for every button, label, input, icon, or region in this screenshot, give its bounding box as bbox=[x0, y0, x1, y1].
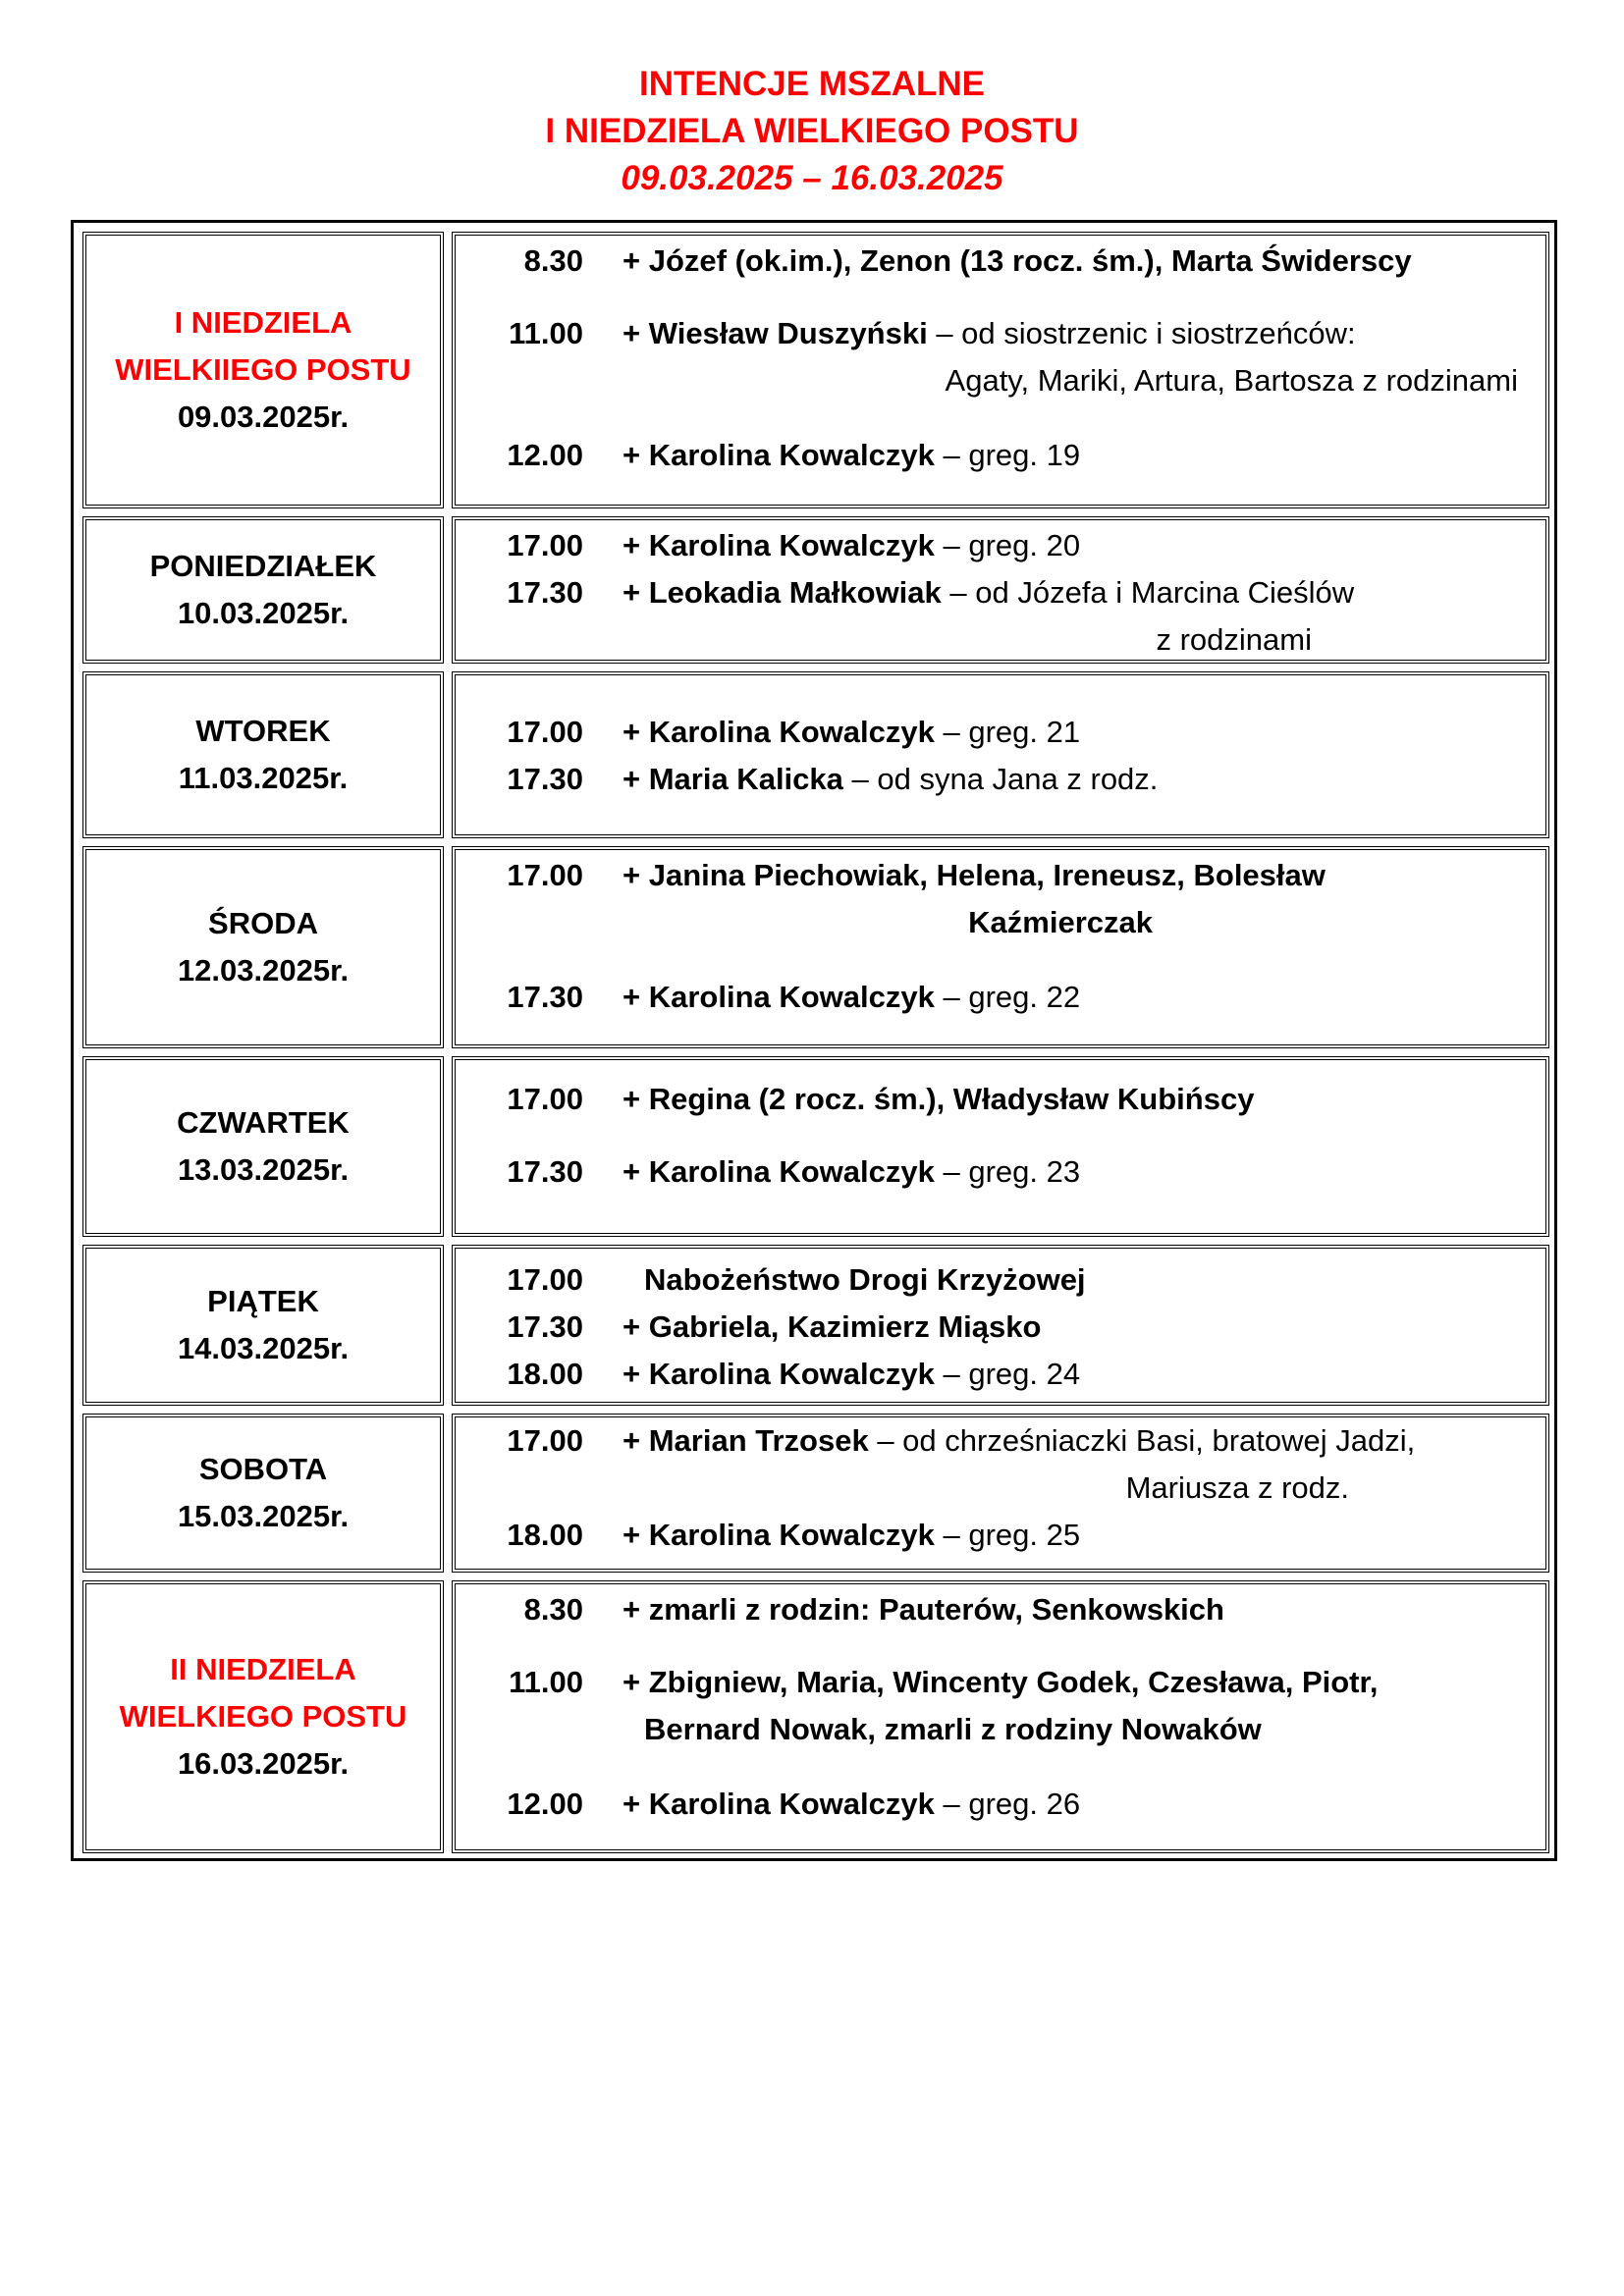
day-name: CZWARTEK bbox=[177, 1105, 350, 1140]
mass-intention: + Leokadia Małkowiak bbox=[623, 575, 942, 610]
mass-time: 8.30 bbox=[523, 243, 583, 278]
day-date: 10.03.2025r. bbox=[177, 596, 350, 630]
masses-cell-tuesday bbox=[452, 671, 1549, 838]
day-name: I NIEDZIELA bbox=[174, 305, 352, 340]
day-cell-tuesday bbox=[82, 671, 444, 838]
mass-note: – greg. 25 bbox=[934, 1518, 1081, 1552]
day-cell-saturday bbox=[82, 1414, 444, 1573]
day-name: WTOREK bbox=[195, 714, 331, 748]
day-date: 16.03.2025r. bbox=[177, 1746, 350, 1781]
mass-note: – greg. 24 bbox=[934, 1357, 1081, 1391]
mass-intention: + Zbigniew, Maria, Wincenty Godek, Czesława, Piotr, bbox=[623, 1665, 1379, 1699]
masses-cell-monday bbox=[452, 516, 1549, 664]
day-date: 09.03.2025r. bbox=[177, 400, 350, 434]
mass-intention: + zmarli z rodzin: Pauterów, Senkowskich bbox=[623, 1592, 1224, 1627]
day-name-line2: WIELKIEGO POSTU bbox=[119, 1699, 407, 1734]
mass-note: – greg. 23 bbox=[934, 1154, 1081, 1189]
mass-time: 17.30 bbox=[507, 1154, 583, 1189]
mass-time: 17.30 bbox=[507, 762, 583, 796]
mass-time: 17.00 bbox=[507, 715, 583, 749]
mass-time: 12.00 bbox=[507, 1787, 583, 1821]
mass-note: – greg. 20 bbox=[934, 528, 1081, 562]
mass-note: – od syna Jana z rodz. bbox=[842, 762, 1159, 796]
mass-time: 17.00 bbox=[507, 1423, 583, 1458]
day-name: SOBOTA bbox=[198, 1452, 328, 1486]
day-date: 15.03.2025r. bbox=[177, 1499, 350, 1533]
mass-time: 17.00 bbox=[507, 858, 583, 892]
mass-note: – greg. 26 bbox=[934, 1787, 1081, 1821]
mass-intention: + Karolina Kowalczyk bbox=[623, 1518, 935, 1552]
mass-note: – od siostrzenic i siostrzeńców: bbox=[927, 316, 1356, 350]
mass-note: – greg. 21 bbox=[934, 715, 1081, 749]
mass-note-continued: z rodzinami bbox=[1156, 622, 1312, 657]
mass-intention: + Marian Trzosek bbox=[623, 1423, 869, 1458]
day-cell-wednesday bbox=[82, 846, 444, 1048]
mass-note: – od Józefa i Marcina Cieślów bbox=[941, 575, 1355, 610]
mass-time: 17.30 bbox=[507, 1309, 583, 1344]
masses-cell-sunday-2 bbox=[452, 1580, 1549, 1853]
mass-intention: + Karolina Kowalczyk bbox=[623, 1154, 935, 1189]
mass-intention: + Karolina Kowalczyk bbox=[623, 1787, 935, 1821]
mass-note-continued: Agaty, Mariki, Artura, Bartosza z rodzinami bbox=[945, 363, 1518, 398]
day-cell-sunday-1 bbox=[82, 232, 444, 508]
day-date: 12.03.2025r. bbox=[177, 953, 350, 988]
mass-intention: + Janina Piechowiak, Helena, Ireneusz, Bolesław bbox=[623, 858, 1326, 892]
mass-time: 8.30 bbox=[523, 1592, 583, 1627]
masses-cell-saturday bbox=[452, 1414, 1549, 1573]
mass-intention-continued: Bernard Nowak, zmarli z rodziny Nowaków bbox=[644, 1712, 1262, 1746]
day-name: PONIEDZIAŁEK bbox=[149, 549, 377, 583]
mass-intention: + Wiesław Duszyński bbox=[623, 316, 928, 350]
day-name: PIĄTEK bbox=[207, 1284, 319, 1318]
page-header bbox=[0, 61, 1624, 202]
service-name: Nabożeństwo Drogi Krzyżowej bbox=[644, 1262, 1086, 1297]
mass-intention: + Gabriela, Kazimierz Miąsko bbox=[623, 1309, 1042, 1344]
mass-intention: + Józef (ok.im.), Zenon (13 rocz. śm.), Marta Świderscy bbox=[623, 243, 1412, 278]
page-subtitle: I NIEDZIELA WIELKIEGO POSTU bbox=[545, 112, 1079, 150]
mass-note-continued: Mariusza z rodz. bbox=[1125, 1470, 1349, 1505]
masses-cell-thursday bbox=[452, 1056, 1549, 1237]
mass-time: 17.00 bbox=[507, 528, 583, 562]
day-cell-sunday-2 bbox=[82, 1580, 444, 1853]
page-title: INTENCJE MSZALNE bbox=[639, 65, 985, 103]
masses-cell-friday bbox=[452, 1245, 1549, 1406]
mass-note: – greg. 19 bbox=[934, 438, 1081, 472]
mass-note: – od chrześniaczki Basi, bratowej Jadzi, bbox=[868, 1423, 1416, 1458]
day-cell-friday bbox=[82, 1245, 444, 1406]
day-cell-monday bbox=[82, 516, 444, 664]
day-date: 13.03.2025r. bbox=[177, 1152, 350, 1187]
masses-cell-wednesday bbox=[452, 846, 1549, 1048]
mass-intention: + Maria Kalicka bbox=[623, 762, 843, 796]
day-cell-thursday bbox=[82, 1056, 444, 1237]
day-name: ŚRODA bbox=[208, 906, 318, 940]
mass-intention: + Karolina Kowalczyk bbox=[623, 980, 935, 1014]
mass-intention: + Karolina Kowalczyk bbox=[623, 528, 935, 562]
mass-intention: + Karolina Kowalczyk bbox=[623, 1357, 935, 1391]
mass-intention: + Regina (2 rocz. śm.), Władysław Kubińscy bbox=[623, 1082, 1255, 1116]
day-date: 11.03.2025r. bbox=[178, 761, 349, 795]
mass-time: 18.00 bbox=[507, 1518, 583, 1552]
mass-note: – greg. 22 bbox=[934, 980, 1081, 1014]
mass-intention-continued: Kaźmierczak bbox=[968, 905, 1153, 939]
mass-intention: + Karolina Kowalczyk bbox=[623, 438, 935, 472]
mass-time: 12.00 bbox=[507, 438, 583, 472]
mass-time: 11.00 bbox=[509, 316, 583, 350]
day-name: II NIEDZIELA bbox=[170, 1652, 356, 1686]
mass-time: 17.00 bbox=[507, 1082, 583, 1116]
day-date: 14.03.2025r. bbox=[177, 1331, 350, 1365]
mass-time: 17.00 bbox=[507, 1262, 583, 1297]
mass-time: 18.00 bbox=[507, 1357, 583, 1391]
mass-time: 17.30 bbox=[507, 575, 583, 610]
date-range: 09.03.2025 – 16.03.2025 bbox=[621, 159, 1003, 197]
masses-cell-sunday-1 bbox=[452, 232, 1549, 508]
mass-time: 17.30 bbox=[507, 980, 583, 1014]
day-name-line2: WIELKIIEGO POSTU bbox=[115, 352, 411, 387]
mass-time: 11.00 bbox=[509, 1665, 583, 1699]
mass-intention: + Karolina Kowalczyk bbox=[623, 715, 935, 749]
